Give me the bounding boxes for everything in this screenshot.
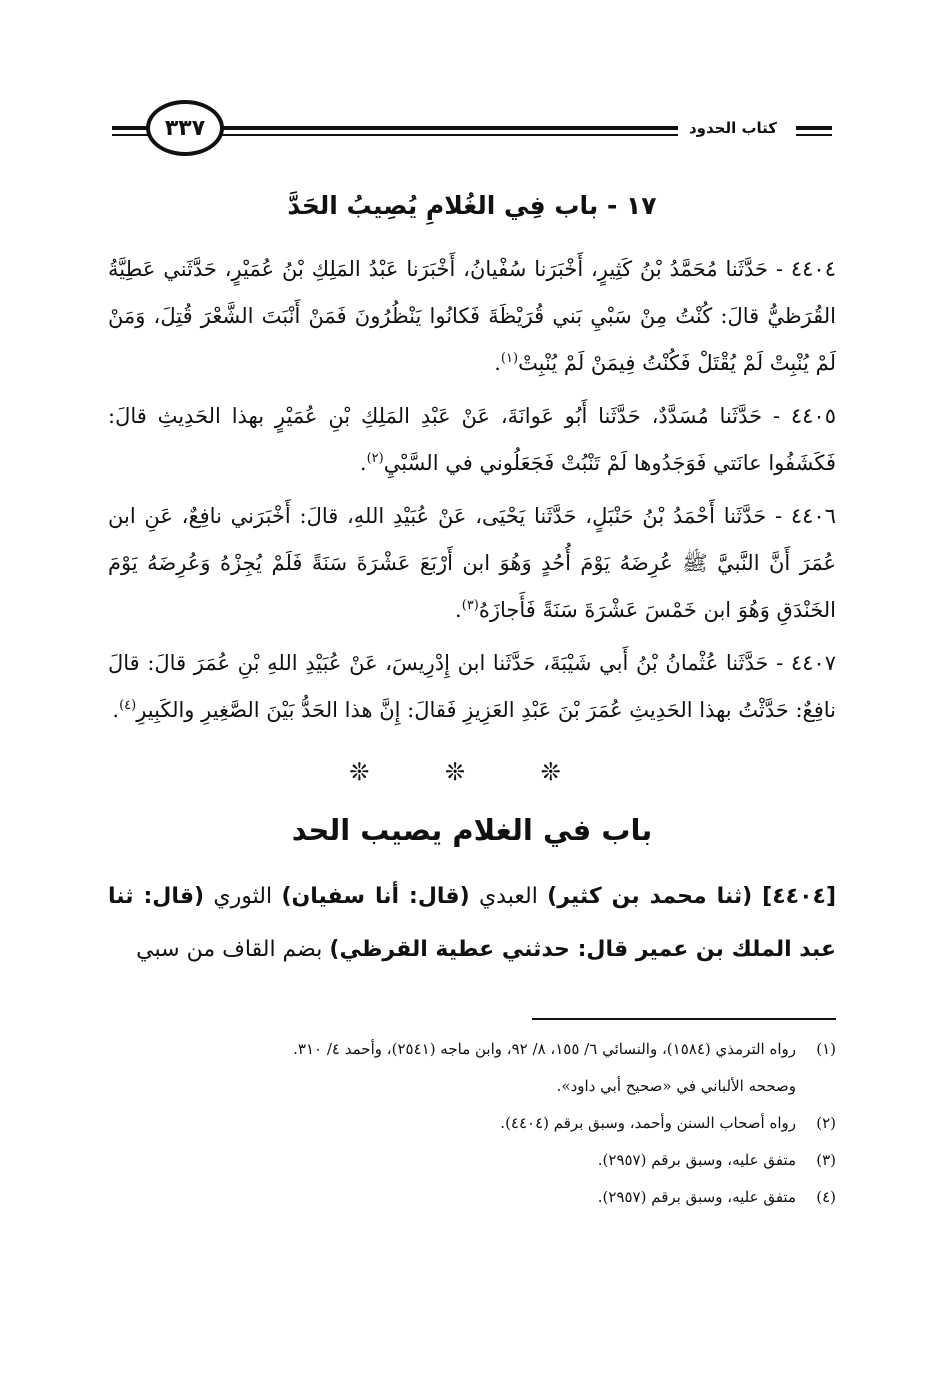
section-separator: ❊ ❊ ❊ [349,758,595,786]
footnote-text: رواه أصحاب السنن وأحمد، وسبق برقم (٤٤٠٤). [500,1114,796,1132]
footnotes [108,1034,836,1219]
commentary-quote: (قال: أنا سفيان) [281,884,470,909]
footnote-reference[interactable]: (٢) [366,451,384,466]
footnote-reference[interactable]: (٣) [461,598,479,613]
commentary-quote: (قال: ثنا عبد الملك بن عمير قال: حدثني عطية القرظي) [108,884,836,962]
header-rule [112,134,150,136]
header-rule [112,126,150,130]
hadith-paragraph: ٤٤٠٥ - حَدَّثَنا مُسَدَّدٌ، حَدَّثَنا أَبُو عَوانَةَ، عَنْ عَبْدِ المَلِكِ بْنِ عُمَيْرٍ بهذا الحَدِيثِ قالَ: فَكَشَفُوا عانَتي فَوَجَدُوها لَمْ تَنْبُتْ فَجَعَلُوني في السَّبْيِ$^{(٢)}$. [108,404,836,475]
hadith-text: حَدَّثَنا مُحَمَّدُ بْنُ كَثِيرٍ، أَخْبَرَنا سُفْيانُ، أَخْبَرَنا عَبْدُ المَلِكِ بْنُ عُمَيْرٍ، حَدَّثَني عَطِيَّةُ القُرَظيُّ قالَ: كُنْتُ مِنْ سَبْيِ بَني قُرَيْظَةَ فَكانُوا يَنْظُرُونَ فَمَنْ أَنْبَتَ الشَّعْرَ قُتِلَ، وَمَنْ لَمْ يُنْبِتْ لَمْ يُقْتَلْ فَكُنْتُ فِيمَنْ لَمْ يُنْبِتْ [108,257,836,375]
footnote-separator [532,1018,836,1020]
footnote-text: متفق عليه، وسبق برقم (٢٩٥٧). [597,1151,796,1169]
commentary-text: بضم القاف من سبي [136,937,330,962]
hadith-number: ٤٤٠٥ [790,404,836,428]
commentary-heading: باب في الغلام يصيب الحد [291,813,653,847]
header-rule [796,126,832,130]
header-rule [220,134,720,136]
chapter-heading: ١٧ - باب فِي الغُلامِ يُصِيبُ الحَدَّ [287,191,657,220]
footnote-text: وصححه الألباني في «صحيح أبي داود». [556,1077,796,1095]
hadith-text: حَدَّثَنا أَحْمَدُ بْنُ حَنْبَلٍ، حَدَّثَنا يَحْيَى، عَنْ عُبَيْدِ اللهِ، قالَ: أَخْبَرَني نافِعٌ، عَنِ ابن عُمَرَ أَنَّ النَّبيَّ ﷺ عُرِضَهُ يَوْمَ أُحُدٍ وَهُوَ ابن أَرْبَعَ عَشْرَةَ سَنَةً فَلَمْ يُجِزْهُ وَعُرِضَهُ يَوْمَ الخَنْدَقِ وَهُوَ ابن خَمْسَ عَشْرَةَ سَنَةً فَأَجازَهُ [108,504,836,622]
footnote-number: (٤) [816,1188,836,1206]
footnote [108,1108,836,1139]
footnote [108,1034,836,1102]
main-content [108,186,836,976]
commentary-paragraph [108,870,836,976]
footnote-reference[interactable]: (٤) [119,698,137,713]
hadith-number: ٤٤٠٧ [790,651,836,675]
hadith-number: ٤٤٠٤ [790,257,836,281]
header-rule [220,126,720,130]
commentary-text: الثوري [204,884,282,909]
running-title: كتاب الحدود [678,114,788,142]
footnote [108,1182,836,1213]
hadith-paragraph: ٤٤٠٧ - حَدَّثَنا عُثْمانُ بْنُ أَبي شَيْبَةَ، حَدَّثَنا ابن إِدْرِيسَ، عَنْ عُبَيْدِ اللهِ بْنِ عُمَرَ قالَ: قالَ نافِعٌ: حَدَّثْتُ بهذا الحَدِيثِ عُمَرَ بْنَ عَبْدِ العَزِيزِ فَقالَ: إِنَّ هذا الحَدُّ بَيْنَ الصَّغِيرِ والكَبِيرِ$^{(٤)}$. [108,651,836,722]
footnote [108,1145,836,1176]
footnote-text: رواه الترمذي (١٥٨٤)، والنسائي ٦/ ١٥٥، ٨/ ٩٢، وابن ماجه (٢٥٤١)، وأحمد ٤/ ٣١٠. [293,1040,796,1058]
hadith-number: ٤٤٠٦ [790,504,836,528]
hadith-paragraph: ٤٤٠٦ - حَدَّثَنا أَحْمَدُ بْنُ حَنْبَلٍ، حَدَّثَنا يَحْيَى، عَنْ عُبَيْدِ اللهِ، قالَ: أَخْبَرَني نافِعٌ، عَنِ ابن عُمَرَ أَنَّ النَّبيَّ ﷺ عُرِضَهُ يَوْمَ أُحُدٍ وَهُوَ ابن أَرْبَعَ عَشْرَةَ سَنَةً فَلَمْ يُجِزْهُ وَعُرِضَهُ يَوْمَ الخَنْدَقِ وَهُوَ ابن خَمْسَ عَشْرَةَ سَنَةً فَأَجازَهُ$^{(٣)}$. [108,504,836,622]
footnote-number: (١) [816,1040,836,1058]
footnote-text: متفق عليه، وسبق برقم (٢٩٥٧). [597,1188,796,1206]
hadith-text: حَدَّثَنا عُثْمانُ بْنُ أَبي شَيْبَةَ، حَدَّثَنا ابن إِدْرِيسَ، عَنْ عُبَيْدِ اللهِ بْنِ عُمَرَ قالَ: قالَ نافِعٌ: حَدَّثْتُ بهذا الحَدِيثِ عُمَرَ بْنَ عَبْدِ العَزِيزِ فَقالَ: إِنَّ هذا الحَدُّ بَيْنَ الصَّغِيرِ والكَبِيرِ [108,651,836,722]
page-number: ٣٣٧ [146,100,224,156]
header-rule [796,134,832,136]
hadith-paragraph: ٤٤٠٤ - حَدَّثَنا مُحَمَّدُ بْنُ كَثِيرٍ، أَخْبَرَنا سُفْيانُ، أَخْبَرَنا عَبْدُ المَلِكِ بْنُ عُمَيْرٍ، حَدَّثَني عَطِيَّةُ القُرَظيُّ قالَ: كُنْتُ مِنْ سَبْيِ بَني قُرَيْظَةَ فَكانُوا يَنْظُرُونَ فَمَنْ أَنْبَتَ الشَّعْرَ قُتِلَ، وَمَنْ لَمْ يُنْبِتْ لَمْ يُقْتَلْ فَكُنْتُ فِيمَنْ لَمْ يُنْبِتْ$^{(١)}$. [108,257,836,375]
footnote-number: (٣) [816,1151,836,1169]
page-header [112,100,832,160]
commentary-quote: [٤٤٠٤] (ثنا محمد بن كثير) [547,884,836,909]
footnote-reference[interactable]: (١) [500,351,519,366]
commentary-text: العبدي [469,884,548,909]
footnote-number: (٢) [816,1114,836,1132]
hadith-text: حَدَّثَنا مُسَدَّدٌ، حَدَّثَنا أَبُو عَوانَةَ، عَنْ عَبْدِ المَلِكِ بْنِ عُمَيْرٍ بهذا الحَدِيثِ قالَ: فَكَشَفُوا عانَتي فَوَجَدُوها لَمْ تَنْبُتْ فَجَعَلُوني في السَّبْيِ [108,404,836,475]
